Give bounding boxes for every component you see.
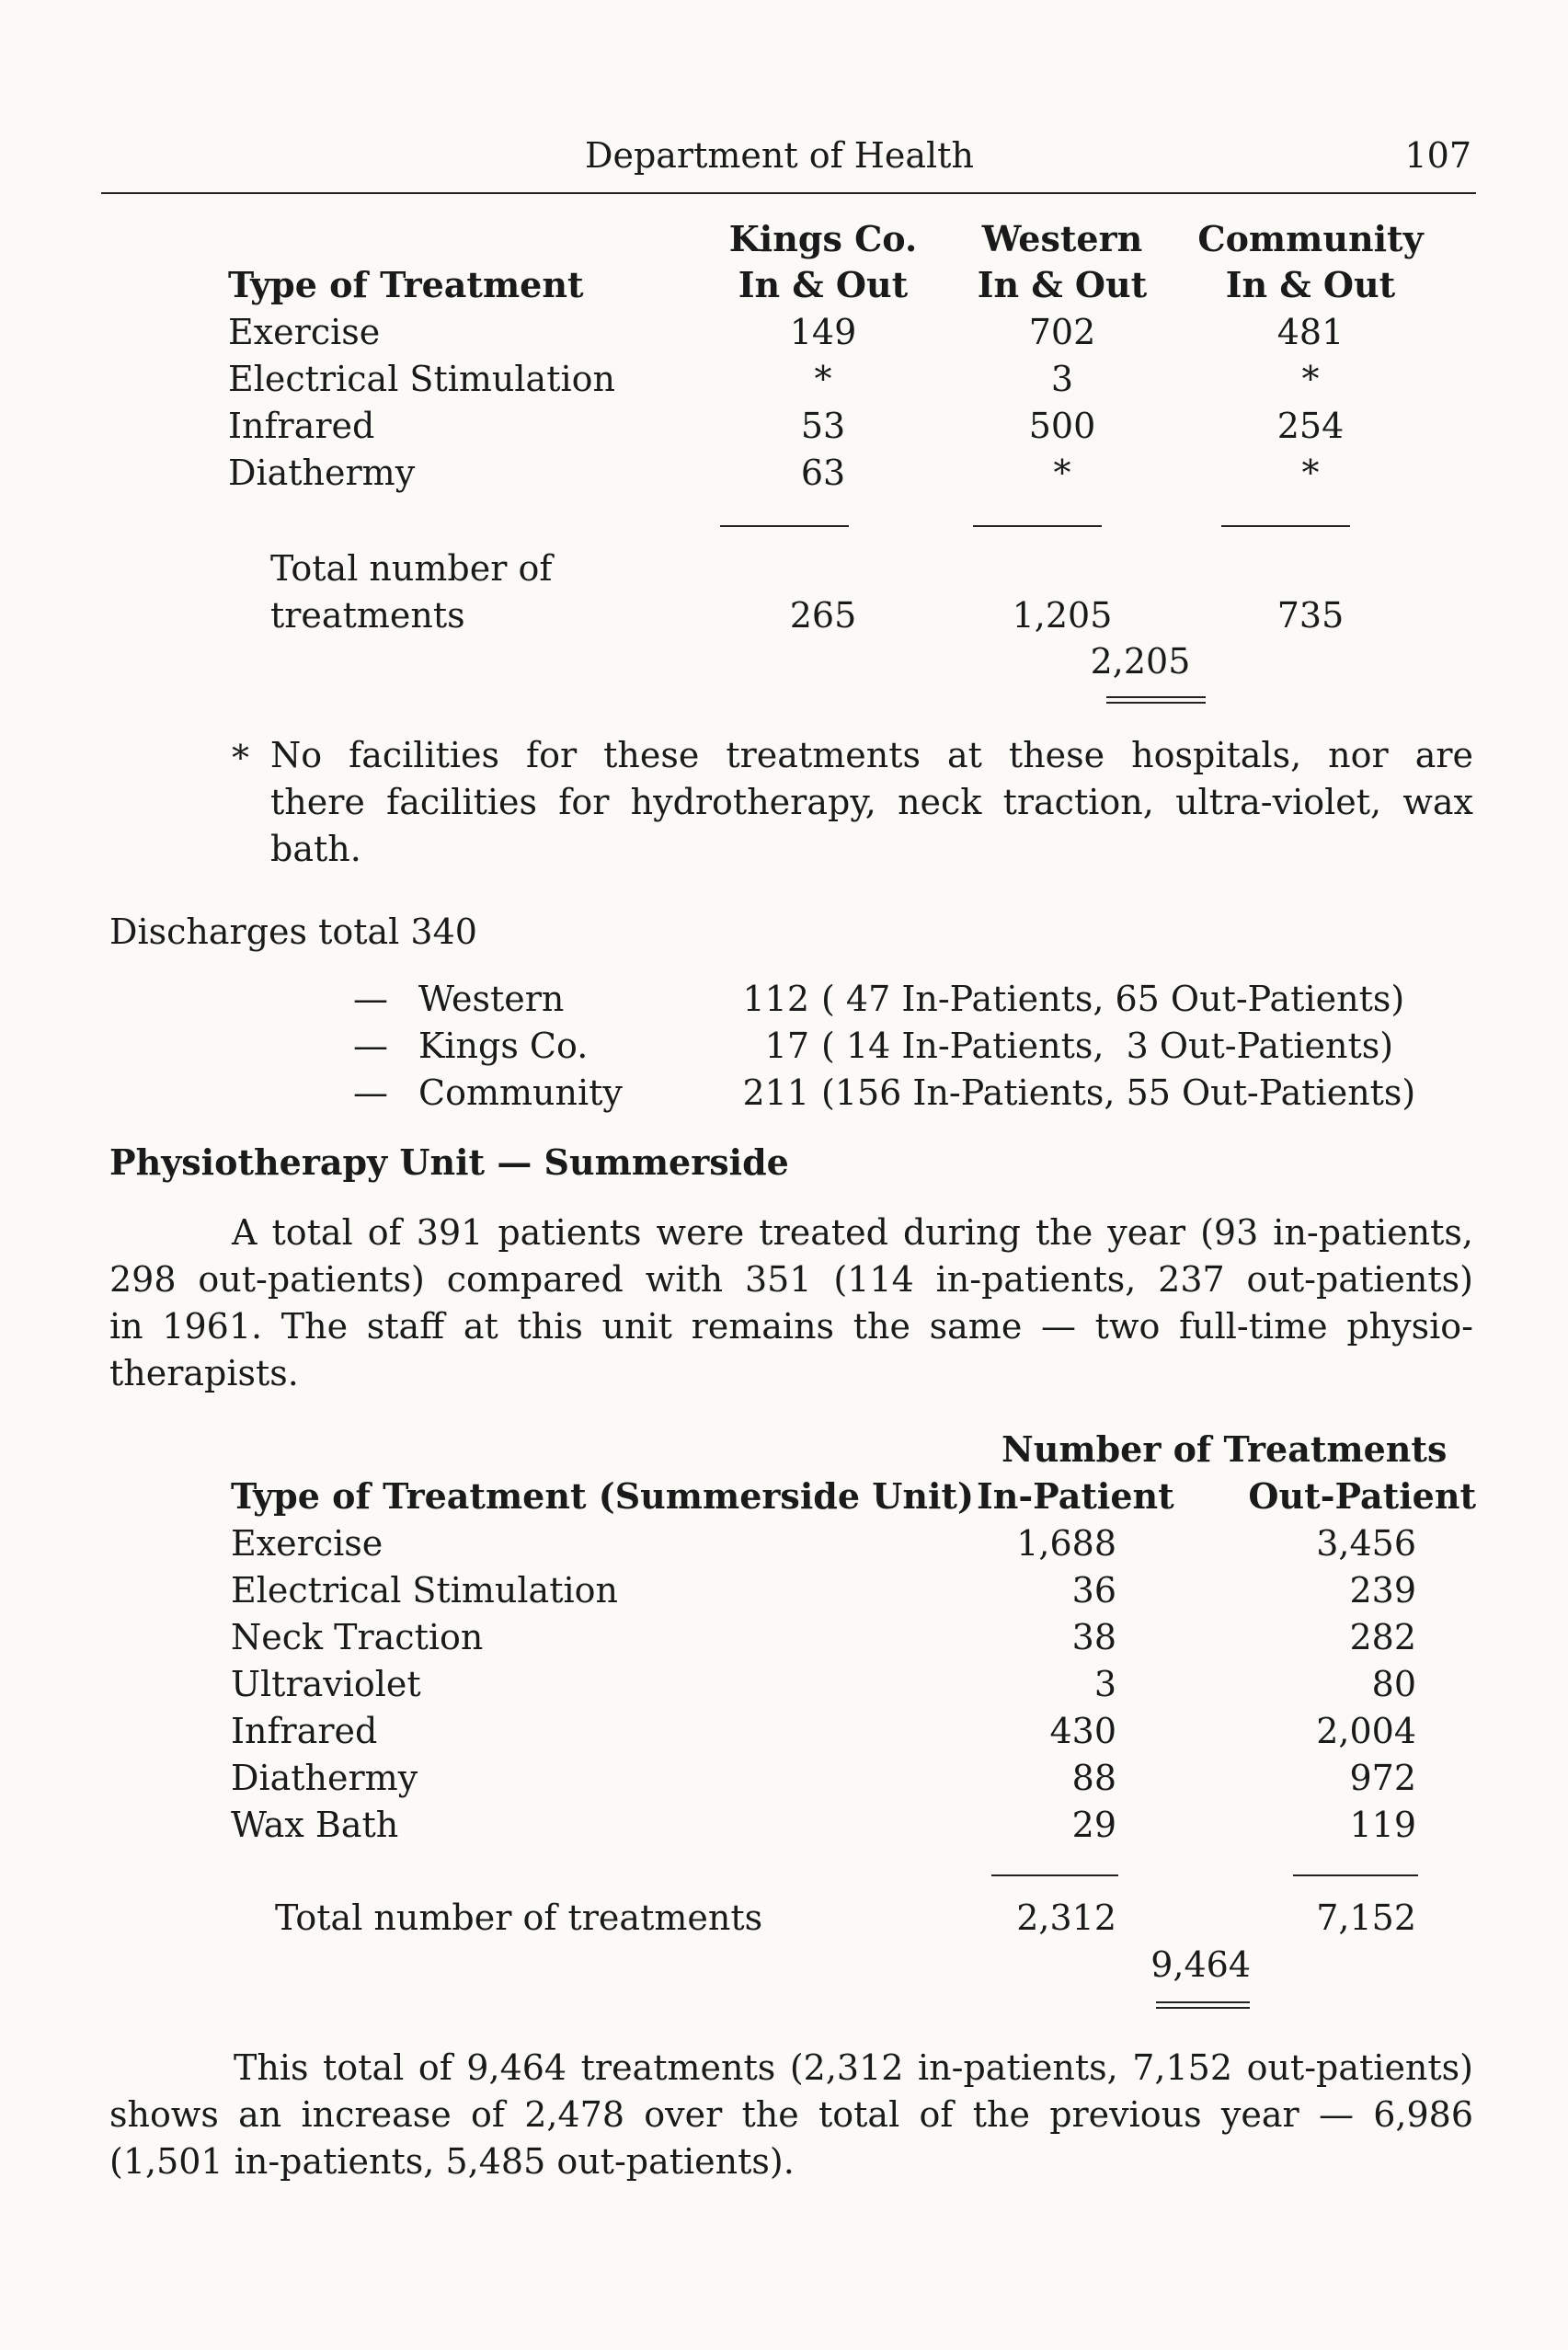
cell-value: 80 — [1371, 1664, 1416, 1704]
cell-value: 239 — [1349, 1570, 1416, 1611]
number-of-treatments-head: Number of Treatments — [1001, 1428, 1448, 1470]
row-label: Ultraviolet — [231, 1664, 421, 1704]
col-head-community-line1: Community — [1197, 218, 1424, 259]
discharge-total: 211 — [742, 1072, 809, 1113]
discharge-total: 17 — [764, 1026, 809, 1066]
hospital-name: Western — [418, 979, 565, 1019]
cell-value: * — [1301, 359, 1320, 399]
cell-value: 149 — [789, 312, 857, 352]
cell-value: 36 — [1071, 1570, 1116, 1611]
discharge-total: 112 — [742, 979, 809, 1019]
paragraph-line: 298 out-patients) compared with 351 (114 in-patients, 237 out-patients) — [109, 1259, 1473, 1300]
closing-paragraph — [109, 2045, 1473, 2185]
cell-value: 702 — [1028, 312, 1096, 352]
footnote-text — [270, 732, 1473, 873]
total-in-patient: 2,312 — [1016, 1897, 1116, 1938]
row-label: Infrared — [228, 406, 375, 446]
total-community: 735 — [1276, 595, 1345, 636]
dash: — — [353, 1026, 388, 1066]
cell-value: 3 — [1093, 1664, 1116, 1704]
hospital-name: Kings Co. — [418, 1026, 589, 1066]
discharge-detail: ( 14 In-Patients, 3 Out-Patients) — [821, 1026, 1394, 1066]
cell-value: 119 — [1349, 1805, 1416, 1845]
row-label: Infrared — [231, 1711, 378, 1751]
footnote-line: bath. — [270, 829, 361, 869]
row-label: Exercise — [231, 1523, 383, 1564]
cell-value: 1,688 — [1016, 1523, 1116, 1564]
cell-value: 63 — [800, 453, 846, 493]
dash: — — [353, 1072, 388, 1113]
running-header-title: Department of Health — [585, 135, 974, 176]
row-label: Diathermy — [231, 1758, 418, 1798]
grand-total: 9,464 — [1150, 1944, 1251, 1985]
row-label: Electrical Stimulation — [228, 359, 615, 399]
discharge-detail: ( 47 In-Patients, 65 Out-Patients) — [821, 979, 1405, 1019]
row-label: Neck Traction — [231, 1617, 484, 1657]
cell-value: 430 — [1049, 1711, 1116, 1751]
col-head-in-patient: In-Patient — [977, 1475, 1174, 1517]
col-head-out-patient: Out-Patient — [1248, 1475, 1476, 1517]
total-western: 1,205 — [1012, 595, 1113, 636]
paragraph-line: therapists. — [109, 1353, 299, 1393]
type-of-treatment-head: Type of Treatment (Summerside Unit) — [231, 1475, 974, 1517]
footnote-marker: * — [232, 738, 249, 778]
discharge-detail: (156 In-Patients, 55 Out-Patients) — [821, 1072, 1416, 1113]
row-label: Diathermy — [228, 453, 416, 493]
total-label: Total number of treatments — [275, 1897, 763, 1938]
paragraph-line: shows an increase of 2,478 over the total of the previous year — 6,986 — [109, 2094, 1473, 2135]
dash: — — [353, 979, 388, 1019]
total-kings: 265 — [789, 595, 857, 636]
grand-total-double-rule — [1106, 696, 1206, 704]
cell-value: 3 — [1050, 359, 1074, 399]
col-head-kings-line1: Kings Co. — [728, 218, 918, 259]
type-of-treatment-head: Type of Treatment — [228, 264, 584, 305]
grand-total-double-rule — [1156, 2001, 1250, 2009]
paragraph-line: (1,501 in-patients, 5,485 out-patients). — [109, 2141, 795, 2182]
cell-value: 29 — [1071, 1805, 1116, 1845]
summerside-paragraph — [109, 1209, 1473, 1397]
paragraph-line: in 1961. The staff at this unit remains the same — two full-time physio- — [109, 1306, 1473, 1347]
row-label: Exercise — [228, 312, 381, 352]
cell-value: 972 — [1349, 1758, 1416, 1798]
col-head-western-line1: Western — [981, 218, 1143, 259]
cell-value: * — [1301, 453, 1320, 493]
cell-value: 481 — [1276, 312, 1345, 352]
col-head-western-line2: In & Out — [977, 264, 1148, 305]
paragraph-line: This total of 9,464 treatments (2,312 in-patients, 7,152 out-patients) — [234, 2047, 1473, 2088]
page-number: 107 — [1404, 135, 1471, 176]
footnote-line: there facilities for hydrotherapy, neck traction, ultra-violet, wax — [270, 782, 1473, 822]
total-out-patient: 7,152 — [1316, 1897, 1416, 1938]
sum-rule — [720, 525, 849, 527]
cell-value: 38 — [1071, 1617, 1116, 1657]
cell-value: 2,004 — [1316, 1711, 1416, 1751]
cell-value: 282 — [1349, 1617, 1416, 1657]
cell-value: * — [1053, 453, 1071, 493]
total-label-line1: Total number of — [270, 548, 553, 589]
sum-rule — [1221, 525, 1350, 527]
sum-rule — [973, 525, 1102, 527]
header-rule — [101, 192, 1476, 194]
discharges-title: Discharges total 340 — [109, 911, 477, 952]
cell-value: 3,456 — [1316, 1523, 1416, 1564]
hospital-name: Community — [418, 1072, 623, 1113]
grand-total: 2,205 — [1090, 641, 1191, 682]
cell-value: 53 — [800, 406, 846, 446]
col-head-community-line2: In & Out — [1225, 264, 1396, 305]
total-label-line2: treatments — [270, 595, 465, 636]
col-head-kings-line2: In & Out — [738, 264, 909, 305]
footnote-line: No facilities for these treatments at these hospitals, nor are — [270, 735, 1473, 775]
sum-rule — [991, 1874, 1118, 1876]
row-label: Wax Bath — [231, 1805, 399, 1845]
sum-rule — [1293, 1874, 1418, 1876]
cell-value: * — [814, 359, 832, 399]
cell-value: 254 — [1276, 406, 1345, 446]
paragraph-line: A total of 391 patients were treated during the year (93 in-patients, — [232, 1212, 1473, 1253]
cell-value: 500 — [1028, 406, 1096, 446]
section-heading: Physiotherapy Unit — Summerside — [109, 1141, 789, 1183]
cell-value: 88 — [1071, 1758, 1116, 1798]
row-label: Electrical Stimulation — [231, 1570, 618, 1611]
